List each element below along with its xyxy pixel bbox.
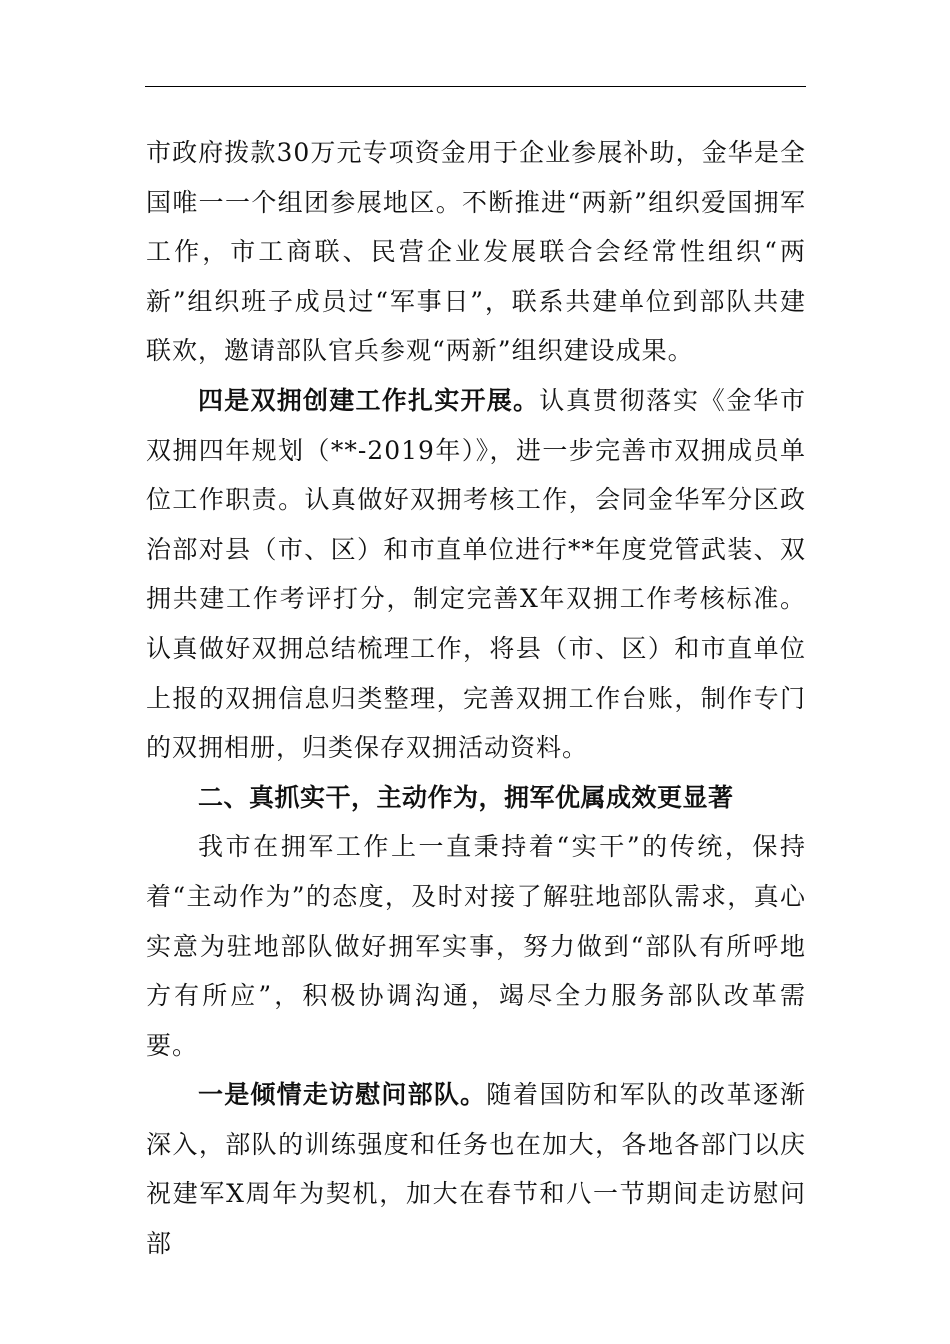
paragraph-text: 我市在拥军工作上一直秉持着“实干”的传统，保持着“主动作为”的态度，及时对接了解驻地部队需求，真心实意为驻地部队做好拥军实事，努力做到“部队有所呼地方有所应”，积极协调沟通，竭尽全力服务部队改革需要。	[146, 832, 806, 1060]
paragraph-text: 市政府拨款30万元专项资金用于企业参展补助，金华是全国唯一一个组团参展地区。不断推进“两新”组织爱国拥军工作，市工商联、民营企业发展联合会经常性组织“两新”组织班子成员过“军事日”，联系共建单位到部队共建联欢，邀请部队官兵参观“两新”组织建设成果。	[146, 138, 806, 366]
paragraph-lead: 一是倾情走访慰问部队。	[198, 1080, 487, 1110]
paragraph-lead: 四是双拥创建工作扎实开展。	[198, 385, 540, 415]
section-heading: 二、真抓实干，主动作为，拥军优属成效更显著	[198, 782, 734, 812]
header-rule	[145, 86, 806, 87]
paragraph-section-intro	[146, 822, 806, 1070]
paragraph-double-support	[146, 376, 806, 773]
paragraph-text: 认真贯彻落实《金华市双拥四年规划（**-2019年）》，进一步完善市双拥成员单位工作职责。认真做好双拥考核工作，会同金华军分区政治部对县（市、区）和市直单位进行**年度党管武装、双拥共建工作考评打分，制定完善X年双拥工作考核标准。认真做好双拥总结梳理工作，将县（市、区）和市直单位上报的双拥信息归类整理，完善双拥工作台账，制作专门的双拥相册，归类保存双拥活动资料。	[146, 385, 806, 763]
document-body	[146, 128, 806, 1269]
paragraph-text: 随着国防和军队的改革逐渐深入，部队的训练强度和任务也在加大，各地各部门以庆祝建军X周年为契机，加大在春节和八一节期间走访慰问部	[146, 1080, 806, 1259]
paragraph-visit-troops	[146, 1070, 806, 1268]
paragraph-continuation	[146, 128, 806, 376]
